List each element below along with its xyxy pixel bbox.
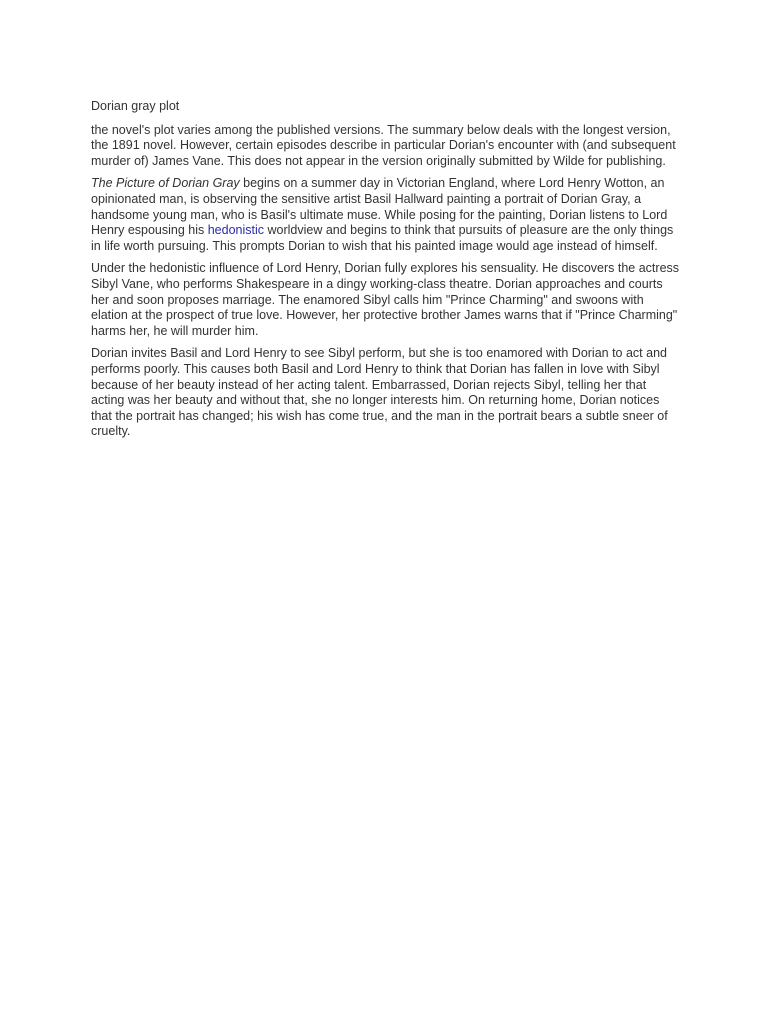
paragraph-sibyl-vane: Under the hedonistic influence of Lord Henry, Dorian fully explores his sensuality. He discovers the actress Sibyl Vane, who performs Shakespeare in a dingy working-class theatre. Dorian approaches and courts her and soon proposes marriage. The enamored Sibyl calls him "Prince Charming" and swoons with elation at the prospect of true love. However, her protective brother James warns that if "Prince Charming" harms her, he will murder him. xyxy=(91,261,680,338)
book-title: The Picture of Dorian Gray xyxy=(91,176,240,191)
document-page xyxy=(91,99,681,447)
hedonistic-link[interactable]: hedonistic xyxy=(207,223,265,238)
paragraph-summary-opening xyxy=(91,176,681,254)
paragraph-text: begins on a summer day in Victorian England, where Lord Henry Wotton, an opinionated man, is observing the sensitive artist Basil Hallward painting a portrait of Dorian Gray, a handsome young man, who is Basil's ultimate muse. While posing for the painting, Dorian listens to Lord Henry espousing his xyxy=(91,176,668,238)
paragraph-intro: the novel's plot varies among the published versions. The summary below deals with the longest version, the 1891 novel. However, certain episodes describe in particular Dorian's encounter with (and subsequent murder of) James Vane. This does not appear in the version originally submitted by Wilde for publishing. xyxy=(91,122,676,168)
document-title: Dorian gray plot xyxy=(91,99,180,113)
paragraph-text: worldview and begins to think that pursuits of pleasure are the only things in life worth pursuing. This prompts Dorian to wish that his painted image would age instead of himself. xyxy=(91,223,674,253)
paragraph-performance: Dorian invites Basil and Lord Henry to see Sibyl perform, but she is too enamored with Dorian to act and performs poorly. This causes both Basil and Lord Henry to think that Dorian has fallen in love with Sibyl because of her beauty instead of her acting talent. Embarrassed, Dorian rejects Sibyl, telling her that acting was her beauty and without that, she no longer interests him. On returning home, Dorian notices that the portrait has changed; his wish has come true, and the man in the portrait bears a subtle sneer of cruelty. xyxy=(91,346,668,439)
